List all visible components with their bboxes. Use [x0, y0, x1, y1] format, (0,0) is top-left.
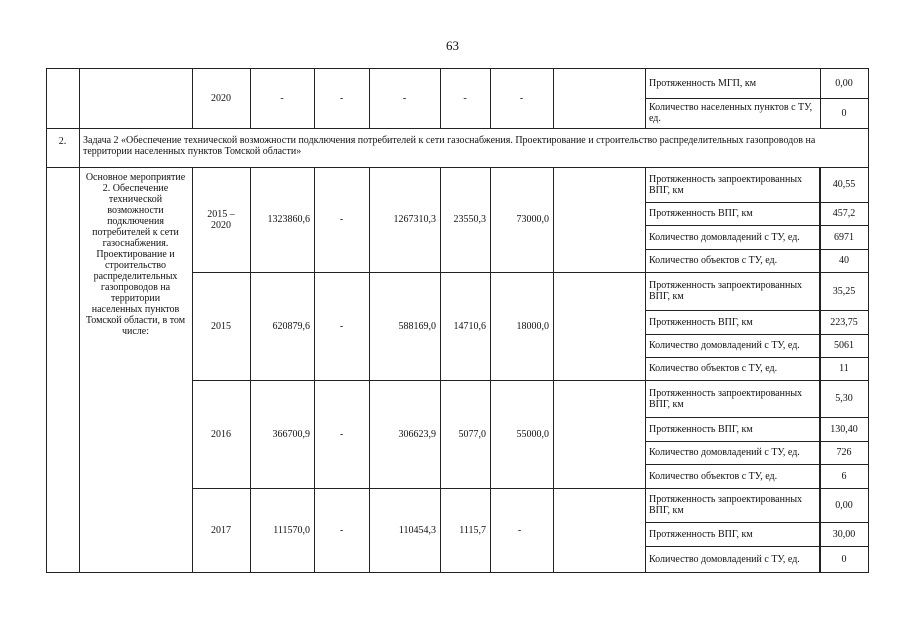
- total-cell: 366700,9: [272, 428, 310, 440]
- indicator-value: 130,40: [830, 423, 858, 435]
- total-cell: 111570,0: [273, 524, 310, 536]
- indicator-name: Протяженность запроектированных ВПГ, км: [649, 387, 803, 410]
- value-cell: -: [339, 428, 344, 440]
- indicator-value: 0: [841, 553, 847, 565]
- table-rule: [553, 167, 554, 572]
- value-cell: -: [519, 92, 524, 104]
- indicator-name: Количество объектов с ТУ, ед.: [649, 255, 778, 266]
- year-cell: 2020: [211, 92, 231, 104]
- total-cell: 1323860,6: [267, 214, 310, 225]
- table-rule: [553, 68, 554, 128]
- indicator-name: Количество домовладений с ТУ, ед.: [649, 231, 800, 243]
- value-cell: 588169,0: [398, 320, 436, 332]
- indicator-value: 0: [841, 107, 847, 119]
- value-cell: 5077,0: [458, 428, 486, 440]
- main-event-description: Основное мероприятие 2. Обеспечение технической возможности подключения потребителей к сети газоснабжения. Проектирование и строительство распределительных газопроводов на территории населенных пунктов Томской области, в том числе:: [85, 172, 186, 337]
- indicator-value: 726: [836, 447, 852, 458]
- indicator-value: 0,00: [835, 77, 853, 89]
- indicator-name: Протяженность ВПГ, км: [649, 528, 753, 540]
- value-cell: 55000,0: [516, 428, 549, 440]
- value-cell: 1115,7: [459, 524, 486, 536]
- value-cell: 73000,0: [516, 214, 549, 225]
- indicator-value: 6: [841, 470, 847, 482]
- indicator-name: Количество домовладений с ТУ, ед.: [649, 553, 800, 565]
- indicator-value: 30,00: [832, 528, 856, 540]
- task-number: 2.: [58, 136, 67, 147]
- year-cell: 2015 – 2020: [207, 208, 235, 231]
- indicator-name: Протяженность ВПГ, км: [649, 423, 753, 435]
- value-cell: -: [339, 92, 344, 104]
- year-cell: 2016: [211, 428, 231, 440]
- indicator-name: Протяженность запроектированных ВПГ, км: [649, 280, 803, 302]
- indicator-name: Количество объектов с ТУ, ед.: [649, 363, 778, 374]
- indicator-value: 223,75: [830, 316, 858, 328]
- indicator-name: Количество домовладений с ТУ, ед.: [649, 447, 800, 458]
- value-cell: 14710,6: [453, 320, 486, 332]
- total-cell: 620879,6: [272, 320, 310, 332]
- value-cell: -: [280, 92, 284, 104]
- value-cell: -: [339, 214, 344, 225]
- indicator-name: Протяженность МГП, км: [649, 77, 757, 89]
- value-cell: 306623,9: [398, 428, 436, 440]
- indicator-value: 457,2: [832, 208, 856, 219]
- table-rule: [868, 68, 869, 573]
- value-cell: -: [402, 92, 407, 104]
- year-cell: 2017: [211, 524, 231, 536]
- value-cell: 110454,3: [398, 524, 436, 536]
- value-cell: -: [517, 524, 522, 536]
- page-number: 63: [446, 38, 459, 53]
- value-cell: -: [463, 92, 467, 104]
- value-cell: 18000,0: [516, 320, 549, 332]
- task-description: Задача 2 «Обеспечение технической возможности подключения потребителей к сети газоснабжения. Проектирование и строительство распределительных газопроводов на территории населенных пунктов Томской области»: [83, 135, 816, 157]
- indicator-name: Количество домовладений с ТУ, ед.: [649, 340, 800, 351]
- table-rule: [645, 572, 868, 573]
- value-cell: -: [339, 320, 344, 332]
- indicator-value: 6971: [834, 231, 854, 243]
- indicator-name: Протяженность ВПГ, км: [649, 316, 753, 328]
- indicator-value: 5,30: [835, 393, 853, 404]
- table-rule: [192, 572, 645, 573]
- indicator-value: 11: [839, 363, 849, 374]
- indicator-value: 35,25: [832, 285, 856, 297]
- indicator-name: Протяженность запроектированных ВПГ, км: [649, 494, 803, 516]
- indicator-value: 40,55: [832, 179, 856, 190]
- indicator-name: Протяженность ВПГ, км: [649, 208, 753, 219]
- value-cell: 23550,3: [453, 214, 486, 225]
- value-cell: 1267310,3: [393, 214, 436, 225]
- indicator-value: 40: [839, 255, 849, 266]
- indicator-name: Количество населенных пунктов с ТУ, ед.: [649, 102, 813, 124]
- indicator-value: 0,00: [835, 499, 853, 511]
- indicator-name: Протяженность запроектированных ВПГ, км: [649, 173, 803, 196]
- value-cell: -: [339, 524, 344, 536]
- indicator-name: Количество объектов с ТУ, ед.: [649, 470, 778, 482]
- year-cell: 2015: [211, 320, 231, 332]
- indicator-value: 5061: [834, 340, 854, 351]
